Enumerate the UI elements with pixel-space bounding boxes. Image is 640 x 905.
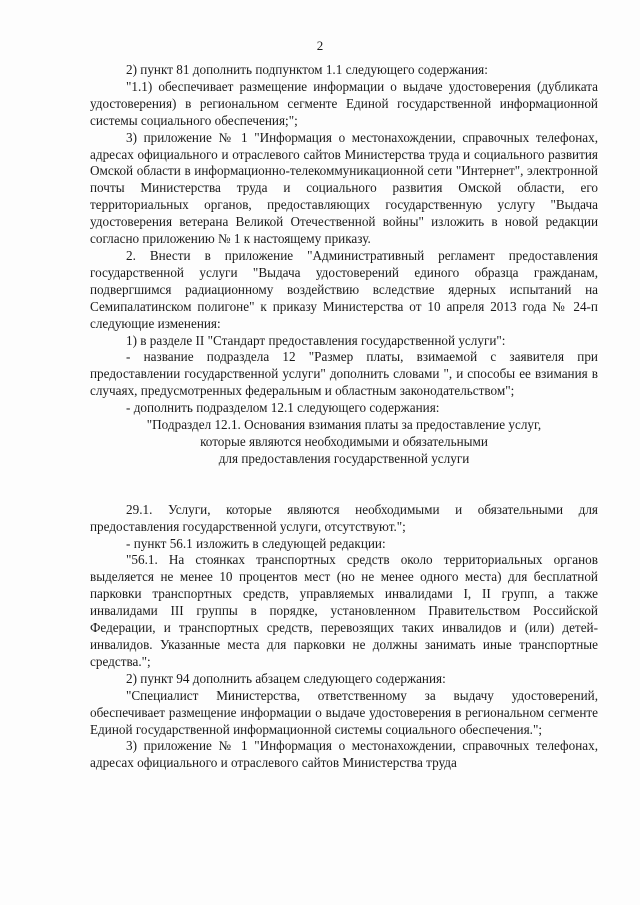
paragraph-section-ii: 1) в разделе II "Стандарт предоставления государственной услуги": (126, 332, 506, 348)
paragraph-subsection-12-title: - название подраздела 12 "Размер платы, взимаемой с заявителя при предоставлении государственной услуги" дополнить словами ", и способы ее взимания в случаях, предусмотренных федеральным и областным законодательством"; (90, 349, 598, 399)
blank-space (90, 468, 598, 502)
paragraph-item-2-point-81: 2) пункт 81 дополнить подпунктом 1.1 следующего содержания: (126, 62, 488, 77)
paragraph-appendix-1-second: 3) приложение № 1 "Информация о местонахождении, справочных телефонах, адресах официального и отраслевого сайтов Министерства труда (90, 738, 598, 771)
heading-line: "Подраздел 12.1. Основания взимания платы за предоставление услуг, (146, 417, 542, 433)
paragraph-29-1: 29.1. Услуги, которые являются необходимыми и обязательными для предоставления государственной услуги, отсутствуют."; (90, 501, 598, 534)
paragraph-specialist: "Специалист Министерства, ответственному за выдачу удостоверений, обеспечивает размещение информации о выдаче удостоверения в региональном сегменте Единой государственной информационной системы социального обеспечения."; (90, 687, 598, 737)
paragraph-point-94: 2) пункт 94 дополнить абзацем следующего содержания: (126, 670, 446, 686)
page-number: 2 (316, 38, 324, 53)
paragraph-point-56-1: - пункт 56.1 изложить в следующей редакции: (126, 535, 386, 551)
paragraph-56-1-text: "56.1. На стоянках транспортных средств около территориальных органов выделяется не менее 10 процентов мест (но не менее одного места) для бесплатной парковки транспортных средств, управляемых инвалидами I, II групп, а также инвалидами III группы в порядке, установленном Правительством Российской Федерации, и транспортных средств, перевозящих таких инвалидов и (или) детей-инвалидов. Указанные места для парковки не должны занимать иные транспортные средства."; (90, 552, 598, 669)
heading-line: которые являются необходимыми и обязательными (200, 433, 488, 449)
paragraph-add-subsection-12-1: - дополнить подразделом 12.1 следующего содержания: (126, 400, 440, 416)
heading-line: для предоставления государственной услуги (218, 450, 470, 466)
subsection-12-1-heading (90, 417, 598, 468)
paragraph-section-2-amend: 2. Внести в приложение "Административный регламент предоставления государственной услуги "Выдача удостоверений единого образца гражданам, подвергшимся радиационному воздействию вследствие ядерных испытаний на Семипалатинском полигоне" к приказу Министерства от 10 апреля 2013 года № 24-п следующие изменения: (90, 247, 598, 331)
paragraph-appendix-1: 3) приложение № 1 "Информация о местонахождении, справочных телефонах, адресах официального и отраслевого сайтов Министерства труда и социального развития Омской области в информационно-телекоммуникационной сети "Интернет", электронной почты Министерства труда и социального развития Омской области, его территориальных органов, предоставляющих государственную услугу "Выдача удостоверения ветерана Великой Отечественной войны" изложить в новой редакции согласно приложению № 1 к настоящему приказу. (90, 129, 598, 247)
paragraph-subpoint-1-1: "1.1) обеспечивает размещение информации о выдаче удостоверения (дубликата удостоверения) в региональном сегменте Единой государственной информационной системы социального обеспечения;"; (90, 78, 598, 128)
document-body (90, 62, 598, 772)
